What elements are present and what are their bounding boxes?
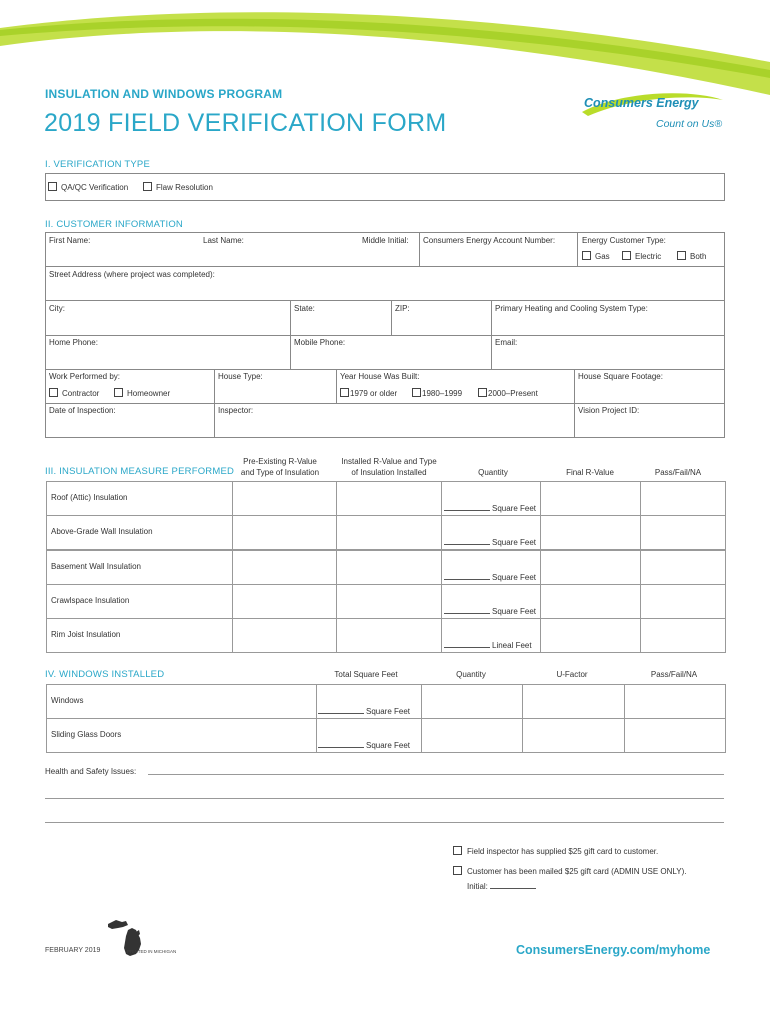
verification-section-title: I. VERIFICATION TYPE — [45, 159, 150, 170]
window-type-name: Windows — [51, 696, 84, 705]
contractor-checkbox[interactable] — [49, 388, 58, 397]
year-2000-option[interactable] — [478, 388, 538, 398]
first-name-field[interactable]: First Name: — [49, 236, 91, 245]
unit-label: Lineal Feet — [492, 641, 532, 650]
unit-label: Square Feet — [492, 504, 537, 513]
state-field[interactable]: State: — [294, 304, 315, 313]
entry-cell[interactable] — [232, 515, 337, 550]
entry-cell[interactable] — [232, 618, 337, 653]
year-1979-checkbox[interactable] — [340, 388, 349, 397]
col-ufactor-header: U-Factor — [556, 670, 588, 679]
electric-checkbox[interactable] — [622, 251, 631, 260]
entry-cell[interactable] — [640, 481, 726, 516]
vision-project-id-field[interactable]: Vision Project ID: — [578, 406, 640, 415]
entry-cell[interactable] — [640, 618, 726, 653]
col-total-sqft-header: Total Square Feet — [334, 670, 398, 679]
windows-section-title: IV. WINDOWS INSTALLED — [45, 669, 165, 680]
quantity-unit[interactable] — [444, 503, 536, 513]
measure-name: Roof (Attic) Insulation — [51, 493, 128, 502]
entry-cell[interactable] — [522, 684, 625, 719]
entry-cell[interactable] — [232, 481, 337, 516]
page-title: 2019 FIELD VERIFICATION FORM — [44, 109, 447, 137]
zip-field[interactable]: ZIP: — [395, 304, 410, 313]
window-type-name: Sliding Glass Doors — [51, 730, 122, 739]
quantity-line[interactable] — [444, 537, 490, 545]
quantity-line[interactable] — [444, 503, 490, 511]
measure-name: Crawlspace Insulation — [51, 596, 130, 605]
quantity-unit[interactable] — [444, 606, 536, 616]
col-final-rvalue-header: Final R-Value — [566, 468, 614, 477]
square-footage-field[interactable]: House Square Footage: — [578, 372, 663, 381]
initial-field[interactable] — [467, 881, 538, 891]
entry-cell[interactable] — [540, 515, 641, 550]
entry-cell[interactable] — [640, 584, 726, 619]
unit-label: Square Feet — [366, 741, 411, 750]
both-checkbox[interactable] — [677, 251, 686, 260]
entry-cell[interactable] — [624, 684, 726, 719]
col-quantity-header: Quantity — [478, 468, 508, 477]
initial-line[interactable] — [490, 881, 536, 889]
middle-initial-field[interactable]: Middle Initial: — [362, 236, 409, 245]
entry-cell[interactable] — [624, 718, 726, 753]
entry-cell[interactable] — [336, 584, 442, 619]
year-2000-checkbox[interactable] — [478, 388, 487, 397]
footer-date: FEBRUARY 2019 — [45, 947, 101, 954]
health-safety-line-1[interactable] — [148, 774, 724, 775]
quantity-unit[interactable] — [444, 537, 536, 547]
street-address-field[interactable]: Street Address (where project was completed): — [49, 270, 215, 279]
total-sqft-line[interactable] — [318, 706, 364, 714]
entry-cell[interactable] — [232, 550, 337, 585]
brand-tagline: Count on Us® — [656, 118, 723, 130]
type-gas-option[interactable] — [582, 251, 610, 261]
type-electric-option[interactable] — [622, 251, 661, 261]
heating-system-field[interactable]: Primary Heating and Cooling System Type: — [495, 304, 648, 313]
printed-in-michigan: PRINTED IN MICHIGAN — [127, 949, 177, 954]
total-sqft-unit[interactable] — [318, 740, 410, 750]
account-number-field[interactable]: Consumers Energy Account Number: — [423, 236, 556, 245]
entry-cell[interactable] — [640, 515, 726, 550]
year-built-label: Year House Was Built: — [340, 372, 420, 381]
home-phone-field[interactable]: Home Phone: — [49, 338, 98, 347]
year-2000-label: 2000–Present — [488, 389, 538, 398]
entry-cell[interactable] — [336, 515, 442, 550]
gift-supplied-label: Field inspector has supplied $25 gift card to customer. — [467, 847, 659, 856]
entry-cell[interactable] — [540, 550, 641, 585]
health-safety-line-3[interactable] — [45, 822, 724, 823]
insulation-section-title: III. INSULATION MEASURE PERFORMED — [45, 466, 235, 477]
col-pass-header: Pass/Fail/NA — [654, 468, 702, 477]
qaqc-option[interactable] — [48, 182, 128, 192]
entry-cell[interactable] — [232, 584, 337, 619]
email-field[interactable]: Email: — [495, 338, 518, 347]
header-swoosh — [0, 0, 770, 95]
col-win-quantity-header: Quantity — [456, 670, 486, 679]
last-name-field[interactable]: Last Name: — [203, 236, 244, 245]
program-name: INSULATION AND WINDOWS PROGRAM — [45, 87, 283, 101]
house-type-field[interactable]: House Type: — [218, 372, 263, 381]
work-performed-label: Work Performed by: — [49, 372, 120, 381]
gift-mailed-option[interactable] — [453, 866, 687, 876]
unit-label: Square Feet — [366, 707, 411, 716]
customer-type-label: Energy Customer Type: — [582, 236, 666, 245]
entry-cell[interactable] — [522, 718, 625, 753]
entry-cell[interactable] — [336, 550, 442, 585]
electric-label: Electric — [635, 252, 662, 261]
qaqc-label: QA/QC Verification — [61, 183, 129, 192]
measure-name: Basement Wall Insulation — [51, 562, 141, 571]
flaw-label: Flaw Resolution — [156, 183, 213, 192]
entry-cell[interactable] — [540, 481, 641, 516]
brand-logo — [578, 90, 728, 140]
both-label: Both — [690, 252, 707, 261]
homeowner-option[interactable] — [114, 388, 170, 398]
col-win-pass-header: Pass/Fail/NA — [650, 670, 698, 679]
quantity-unit[interactable] — [444, 572, 536, 582]
year-1979-label: 1979 or older — [350, 389, 398, 398]
initial-label: Initial: — [467, 882, 488, 891]
entry-cell[interactable] — [640, 550, 726, 585]
entry-cell[interactable] — [421, 684, 523, 719]
gift-supplied-option[interactable] — [453, 846, 658, 856]
quantity-line[interactable] — [444, 572, 490, 580]
inspector-field[interactable]: Inspector: — [218, 406, 254, 415]
footer-url[interactable]: ConsumersEnergy.com/myhome — [516, 943, 711, 957]
total-sqft-unit[interactable] — [318, 706, 410, 716]
brand-name: Consumers Energy — [584, 96, 699, 110]
year-1980-option[interactable] — [412, 388, 462, 398]
contractor-option[interactable] — [49, 388, 99, 398]
quantity-line[interactable] — [444, 640, 490, 648]
year-1980-checkbox[interactable] — [412, 388, 421, 397]
entry-cell[interactable] — [336, 481, 442, 516]
col-installed-header: Installed R-Value and Type of Insulation Installed — [341, 457, 437, 477]
gas-label: Gas — [595, 252, 610, 261]
entry-cell[interactable] — [421, 718, 523, 753]
inspection-date-field[interactable]: Date of Inspection: — [49, 406, 116, 415]
homeowner-checkbox[interactable] — [114, 388, 123, 397]
mobile-phone-field[interactable]: Mobile Phone: — [294, 338, 346, 347]
homeowner-label: Homeowner — [127, 389, 171, 398]
quantity-unit[interactable] — [444, 640, 532, 650]
health-safety-label: Health and Safety Issues: — [45, 767, 137, 776]
flaw-option[interactable] — [143, 182, 213, 192]
gas-checkbox[interactable] — [582, 251, 591, 260]
entry-cell[interactable] — [540, 618, 641, 653]
measure-name: Above-Grade Wall Insulation — [51, 527, 153, 536]
customer-section-title: II. CUSTOMER INFORMATION — [45, 219, 183, 230]
entry-cell[interactable] — [540, 584, 641, 619]
quantity-line[interactable] — [444, 606, 490, 614]
type-both-option[interactable] — [677, 251, 706, 261]
window-type-cell — [46, 684, 317, 719]
year-1980-label: 1980–1999 — [422, 389, 463, 398]
gift-supplied-checkbox[interactable] — [453, 846, 462, 855]
col-preexisting-header: Pre-Existing R-Value and Type of Insulation — [240, 457, 320, 477]
measure-name: Rim Joist Insulation — [51, 630, 121, 639]
gift-mailed-checkbox[interactable] — [453, 866, 462, 875]
unit-label: Square Feet — [492, 607, 537, 616]
qaqc-checkbox[interactable] — [48, 182, 57, 191]
flaw-checkbox[interactable] — [143, 182, 152, 191]
gift-mailed-label: Customer has been mailed $25 gift card (ADMIN USE ONLY). — [467, 867, 687, 876]
total-sqft-line[interactable] — [318, 740, 364, 748]
city-field[interactable]: City: — [49, 304, 65, 313]
unit-label: Square Feet — [492, 538, 537, 547]
entry-cell[interactable] — [336, 618, 442, 653]
year-1979-option[interactable] — [340, 388, 397, 398]
contractor-label: Contractor — [62, 389, 100, 398]
health-safety-line-2[interactable] — [45, 798, 724, 799]
unit-label: Square Feet — [492, 573, 537, 582]
